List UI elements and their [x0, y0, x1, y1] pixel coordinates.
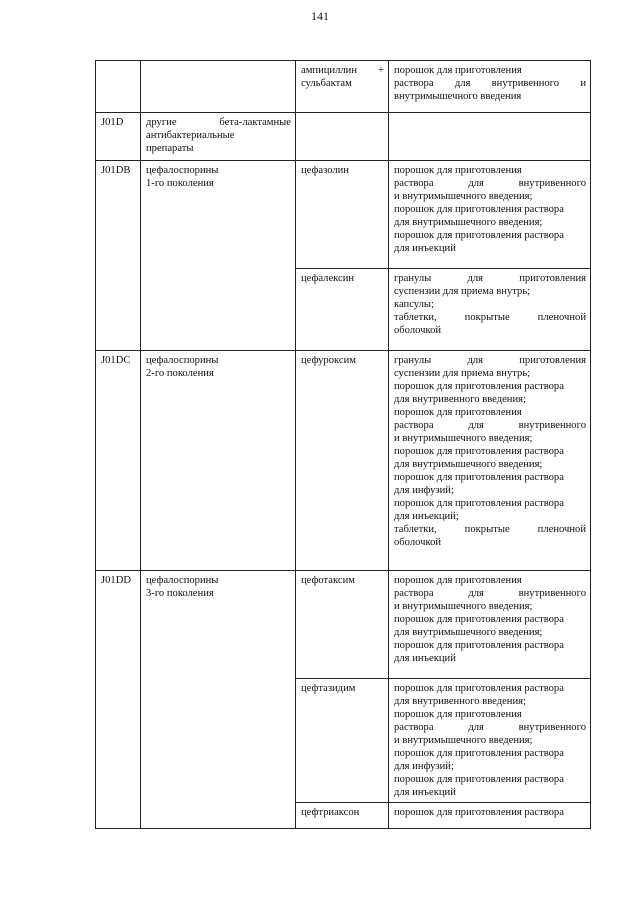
dosage-form-line: и внутримышечного введения;	[394, 433, 533, 444]
dosage-form-line: для внутримышечного введения;	[394, 627, 543, 638]
dosage-form-line: и внутримышечного введения;	[394, 735, 533, 746]
dosage-form-line: раствора для внутривенного	[394, 722, 586, 733]
drug-name: цефазолин	[301, 165, 349, 176]
page-number: 141	[311, 9, 329, 23]
dosage-form-line: внутримышечного введения	[394, 91, 522, 102]
category-name: цефалоспорины	[146, 355, 219, 366]
dosage-form-line: раствора для внутривенного и	[394, 78, 586, 89]
drug-name-cell	[296, 351, 389, 571]
drug-name-cell	[296, 269, 389, 351]
drug-name-cell	[296, 61, 389, 113]
drug-name: ампициллин +	[301, 65, 384, 76]
dosage-form-line: порошок для приготовления	[394, 709, 522, 720]
dosage-form-line: для внутривенного введения;	[394, 696, 526, 707]
table-row	[96, 113, 591, 161]
dosage-form-line: раствора для внутривенного	[394, 588, 586, 599]
dosage-form-line: гранулы для приготовления	[394, 355, 586, 366]
category-name: антибактериальные	[146, 130, 235, 141]
dosage-form-line: для внутримышечного введения;	[394, 217, 543, 228]
category-name: цефалоспорины	[146, 165, 219, 176]
drug-name: цефтриаксон	[301, 807, 360, 818]
dosage-form-line: и внутримышечного введения;	[394, 601, 533, 612]
atc-code-cell	[96, 351, 141, 571]
drug-name-cell	[296, 571, 389, 679]
category-name: препараты	[146, 143, 194, 154]
dosage-form-line: и внутримышечного введения;	[394, 191, 533, 202]
dosage-forms-cell	[389, 571, 591, 679]
atc-code: J01DD	[101, 575, 132, 586]
category-name: 3-го поколения	[146, 588, 214, 599]
drug-name: сульбактам	[301, 78, 352, 89]
dosage-form-line: порошок для приготовления раствора	[394, 774, 564, 785]
dosage-form-line: порошок для приготовления раствора	[394, 748, 564, 759]
atc-code-cell	[96, 161, 141, 351]
dosage-forms-cell	[389, 679, 591, 803]
dosage-form-line: порошок для приготовления	[394, 165, 522, 176]
dosage-form-line: суспензии для приема внутрь;	[394, 286, 531, 297]
dosage-forms-cell	[389, 803, 591, 829]
table-row	[96, 571, 591, 679]
dosage-form-line: порошок для приготовления раствора	[394, 230, 564, 241]
dosage-form-line: суспензии для приема внутрь;	[394, 368, 531, 379]
dosage-form-line: для инъекций;	[394, 511, 459, 522]
dosage-form-line: порошок для приготовления раствора	[394, 614, 564, 625]
atc-code: J01DC	[101, 355, 131, 366]
dosage-forms-cell	[389, 113, 591, 161]
atc-code-cell	[96, 61, 141, 113]
dosage-form-line: для инъекций	[394, 653, 456, 664]
drug-name: цефотаксим	[301, 575, 355, 586]
dosage-form-line: порошок для приготовления раствора	[394, 498, 564, 509]
dosage-forms-cell	[389, 351, 591, 571]
drug-name: цефалексин	[301, 273, 355, 284]
dosage-form-line: гранулы для приготовления	[394, 273, 586, 284]
dosage-form-line: порошок для приготовления раствора	[394, 807, 564, 818]
dosage-form-line: порошок для приготовления	[394, 575, 522, 586]
table-row	[96, 61, 591, 113]
drug-name: цефтазидим	[301, 683, 356, 694]
table-row	[96, 351, 591, 571]
dosage-form-line: порошок для приготовления раствора	[394, 204, 564, 215]
dosage-form-line: порошок для приготовления	[394, 65, 522, 76]
atc-code: J01DB	[101, 165, 131, 176]
drug-name-cell	[296, 161, 389, 269]
dosage-form-line: таблетки, покрытые пленочной	[394, 524, 586, 535]
dosage-form-line: для внутривенного введения;	[394, 394, 526, 405]
category-name: 1-го поколения	[146, 178, 214, 189]
dosage-form-line: для внутримышечного введения;	[394, 459, 543, 470]
dosage-form-line: раствора для внутривенного	[394, 178, 586, 189]
atc-code-cell	[96, 113, 141, 161]
dosage-form-line: таблетки, покрытые пленочной	[394, 312, 586, 323]
category-cell	[141, 571, 296, 829]
category-cell	[141, 113, 296, 161]
dosage-form-line: для инъекций	[394, 243, 456, 254]
dosage-forms-cell	[389, 161, 591, 269]
dosage-form-line: оболочкой	[394, 537, 442, 548]
category-name: другие бета-лактамные	[146, 117, 291, 128]
dosage-form-line: для инфузий;	[394, 761, 454, 772]
category-name: цефалоспорины	[146, 575, 219, 586]
category-cell	[141, 351, 296, 571]
dosage-form-line: порошок для приготовления раствора	[394, 683, 564, 694]
dosage-form-line: для инфузий;	[394, 485, 454, 496]
table-body	[96, 61, 591, 829]
atc-code-cell	[96, 571, 141, 829]
drug-name-cell	[296, 803, 389, 829]
dosage-form-line: порошок для приготовления раствора	[394, 472, 564, 483]
drug-name-cell	[296, 113, 389, 161]
drug-name: цефуроксим	[301, 355, 356, 366]
category-name: 2-го поколения	[146, 368, 214, 379]
drug-table	[95, 60, 591, 829]
atc-code: J01D	[101, 117, 124, 128]
dosage-forms-cell	[389, 61, 591, 113]
dosage-form-line: оболочкой	[394, 325, 442, 336]
category-cell	[141, 61, 296, 113]
table-row	[96, 161, 591, 269]
dosage-forms-cell	[389, 269, 591, 351]
dosage-form-line: порошок для приготовления раствора	[394, 446, 564, 457]
dosage-form-line: капсулы;	[394, 299, 434, 310]
category-cell	[141, 161, 296, 351]
dosage-form-line: порошок для приготовления раствора	[394, 381, 564, 392]
dosage-form-line: для инъекций	[394, 787, 456, 798]
drug-name-cell	[296, 679, 389, 803]
dosage-form-line: раствора для внутривенного	[394, 420, 586, 431]
dosage-form-line: порошок для приготовления раствора	[394, 640, 564, 651]
dosage-form-line: порошок для приготовления	[394, 407, 522, 418]
